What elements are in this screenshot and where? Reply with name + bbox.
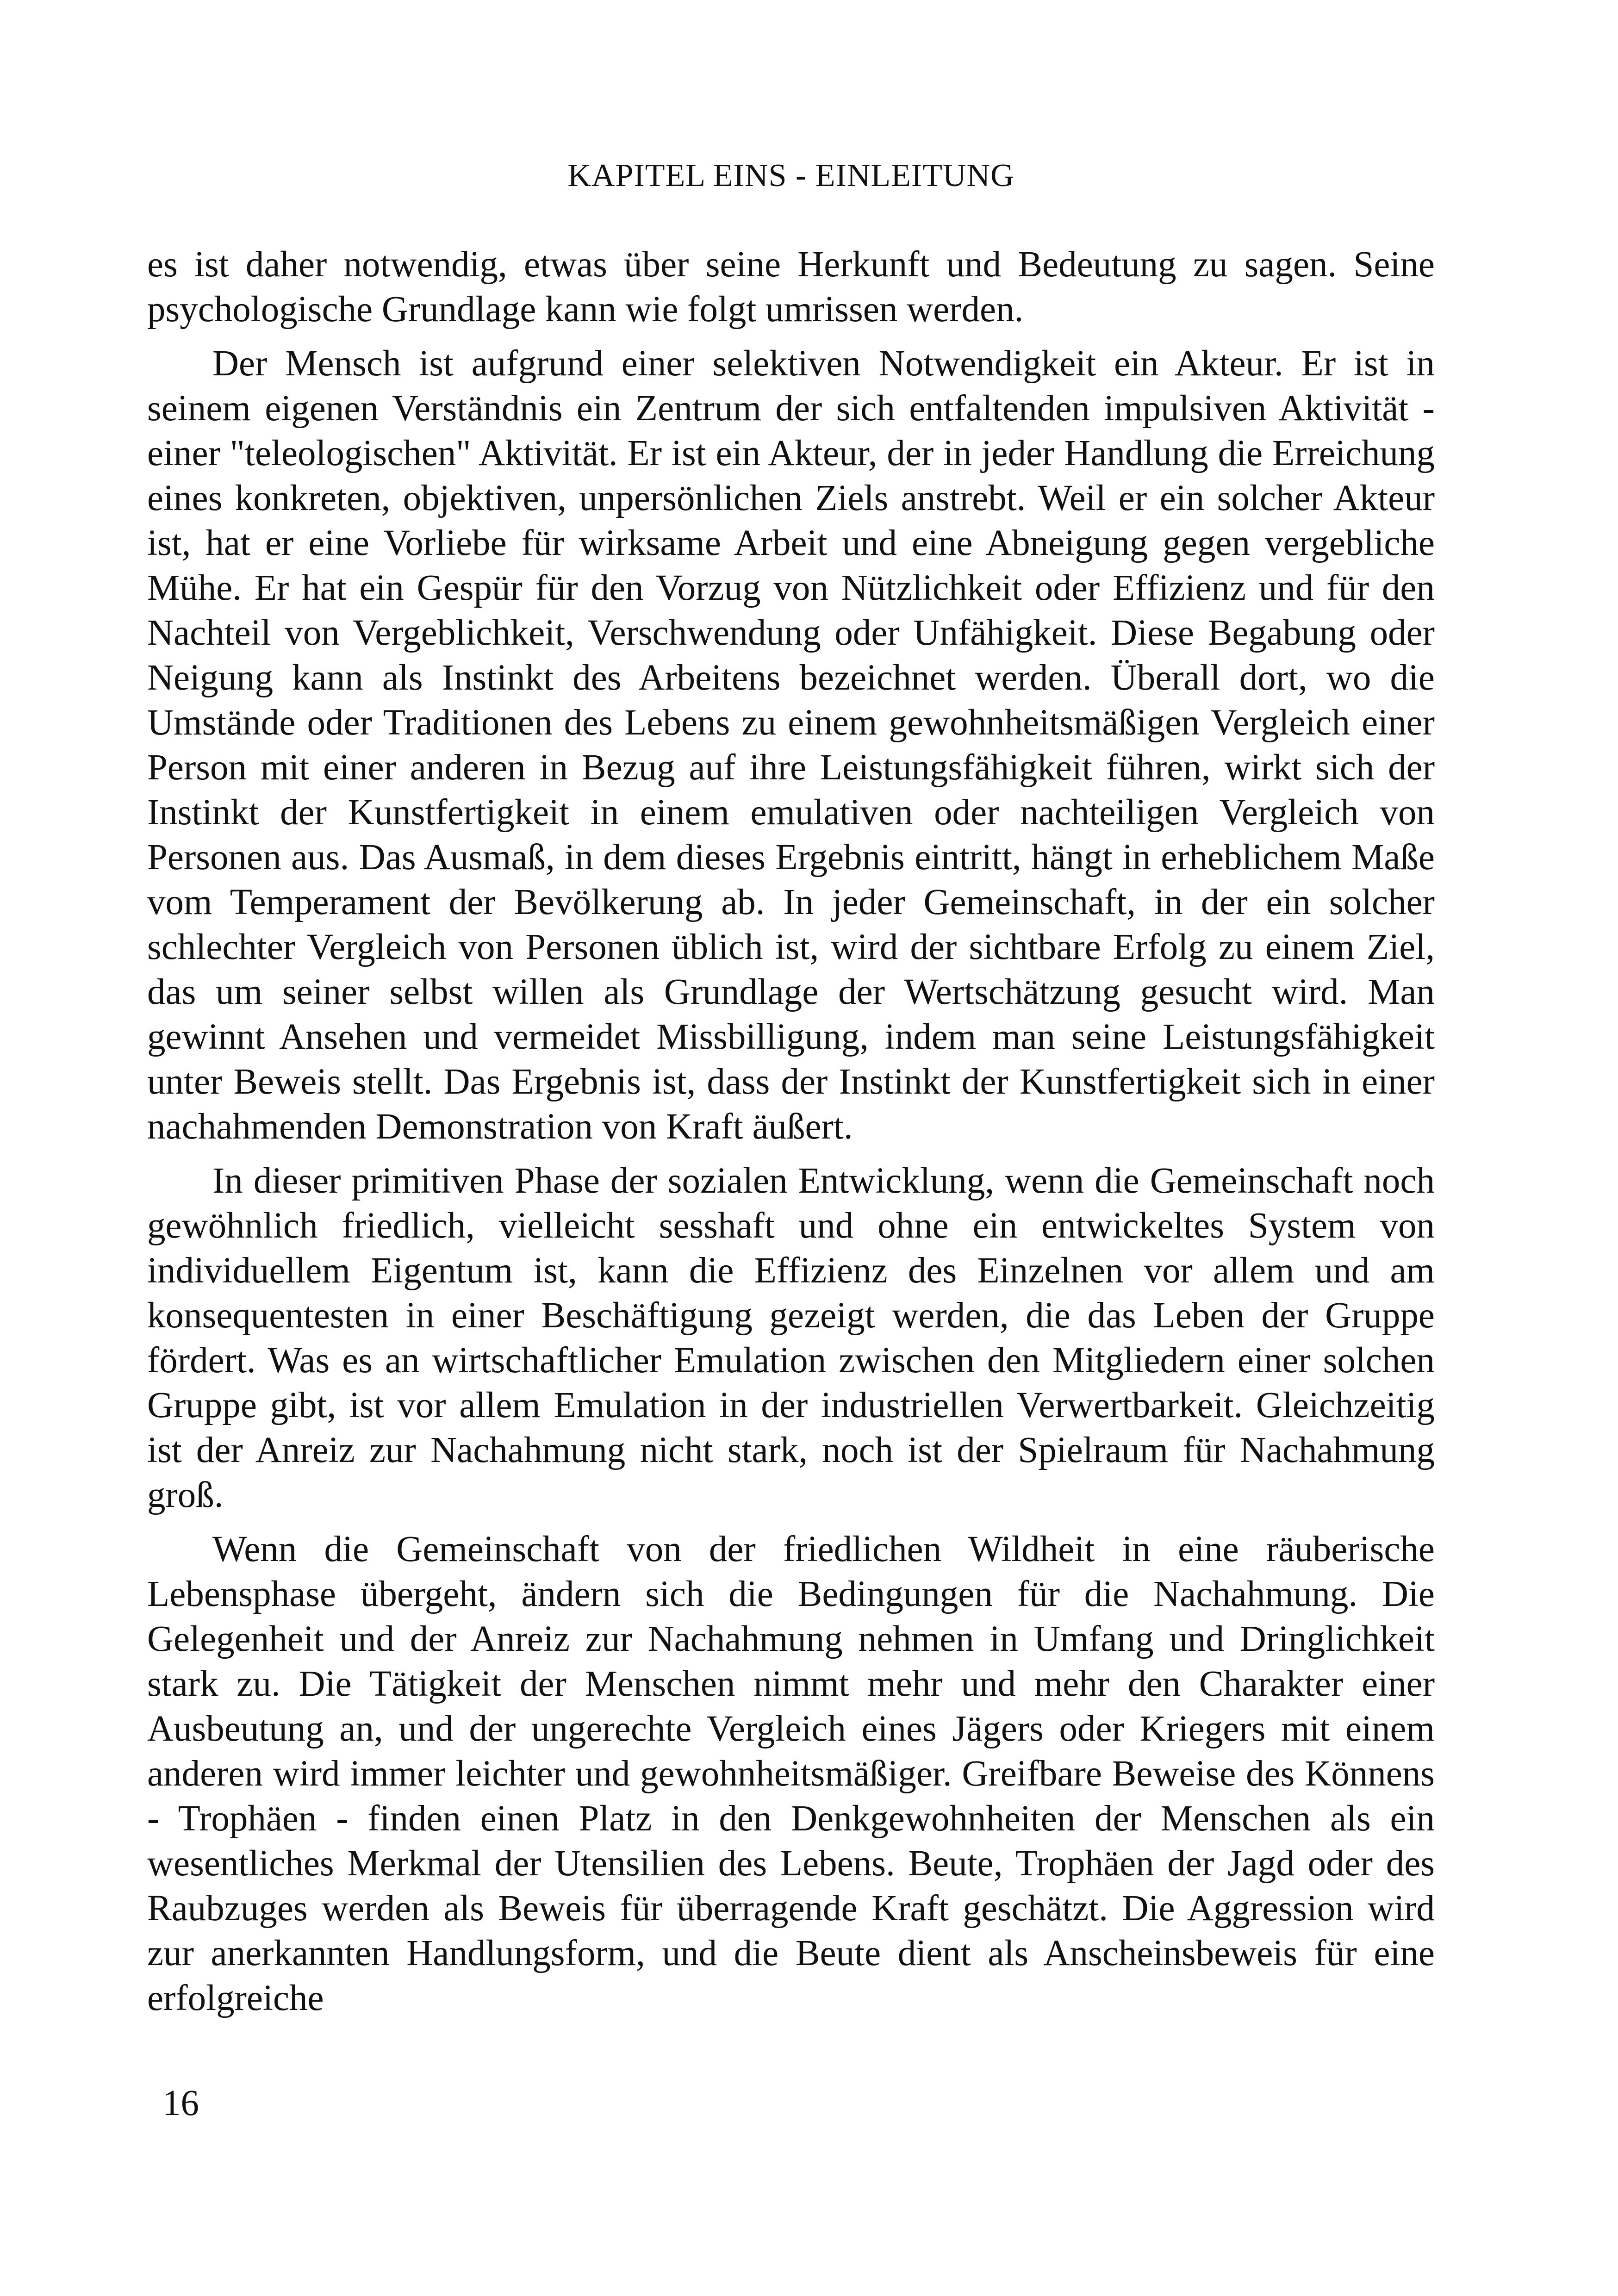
paragraph: Wenn die Gemeinschaft von der friedlichen Wildheit in eine räuberische Lebensphase übergeht, ändern sich die Bedingungen für die Nachahmung. Die Gelegenheit und der Anreiz zur Nachahmung nehmen in Umfang und Dringlichkeit stark zu. Die Tätigkeit der Menschen nimmt mehr und mehr den Charakter einer Ausbeutung an, und der ungerechte Vergleich eines Jägers oder Kriegers mit einem anderen wird immer leichter und gewohnheitsmäßiger. Greifbare Beweise des Könnens - Trophäen - finden einen Platz in den Denkgewohnheiten der Menschen als ein wesentliches Merkmal der Utensilien des Lebens. Beute, Trophäen der Jagd oder des Raubzuges werden als Beweis für überragende Kraft geschätzt. Die Aggression wird zur anerkannten Handlungsform, und die Beute dient als Anscheinsbeweis für eine erfolgreiche xyxy=(147,1529,1435,2018)
paragraph: In dieser primitiven Phase der sozialen Entwicklung, wenn die Gemeinschaft noch gewöhnlich friedlich, vielleicht sesshaft und ohne ein entwickeltes System von individuellem Eigentum ist, kann die Effizienz des Einzelnen vor allem und am konsequentesten in einer Beschäftigung gezeigt werden, die das Leben der Gruppe fördert. Was es an wirtschaftlicher Emulation zwischen den Mitgliedern einer solchen Gruppe gibt, ist vor allem Emulation in der industriellen Verwertbarkeit. Gleichzeitig ist der Anreiz zur Nachahmung nicht stark, noch ist der Spielraum für Nachahmung groß. xyxy=(147,1161,1435,1515)
running-header: KAPITEL EINS - EINLEITUNG xyxy=(567,158,1014,193)
paragraph: Der Mensch ist aufgrund einer selektiven Notwendigkeit ein Akteur. Er ist in seinem eigenen Verständnis ein Zentrum der sich entfaltenden impulsiven Aktivität - einer "teleologischen" Aktivität. Er ist ein Akteur, der in jeder Handlung die Erreichung eines konkreten, objektiven, unpersönlichen Ziels anstrebt. Weil er ein solcher Akteur ist, hat er eine Vorliebe für wirksame Arbeit und eine Abneigung gegen vergebliche Mühe. Er hat ein Gespür für den Vorzug von Nützlichkeit oder Effizienz und für den Nachteil von Vergeblichkeit, Verschwendung oder Unfähigkeit. Diese Begabung oder Neigung kann als Instinkt des Arbeitens bezeichnet werden. Überall dort, wo die Umstände oder Traditionen des Lebens zu einem gewohnheitsmäßigen Vergleich einer Person mit einer anderen in Bezug auf ihre Leistungsfähigkeit führen, wirkt sich der Instinkt der Kunstfertigkeit in einem emulativen oder nachteiligen Vergleich von Personen aus. Das Ausmaß, in dem dieses Ergebnis eintritt, hängt in erheblichem Maße vom Temperament der Bevölkerung ab. In jeder Gemeinschaft, in der ein solcher schlechter Vergleich von Personen üblich ist, wird der sichtbare Erfolg zu einem Ziel, das um seiner selbst willen als Grundlage der Wertschätzung gesucht wird. Man gewinnt Ansehen und vermeidet Missbilligung, indem man seine Leistungsfähigkeit unter Beweis stellt. Das Ergebnis ist, dass der Instinkt der Kunstfertigkeit sich in einer nachahmenden Demonstration von Kraft äußert. xyxy=(147,343,1435,1147)
paragraph-continuation: es ist daher notwendig, etwas über seine Herkunft und Bedeutung zu sagen. Seine psychologische Grundlage kann wie folgt umrissen werden. xyxy=(147,244,1435,330)
body-text xyxy=(147,242,1435,2030)
page-number: 16 xyxy=(162,2083,199,2123)
